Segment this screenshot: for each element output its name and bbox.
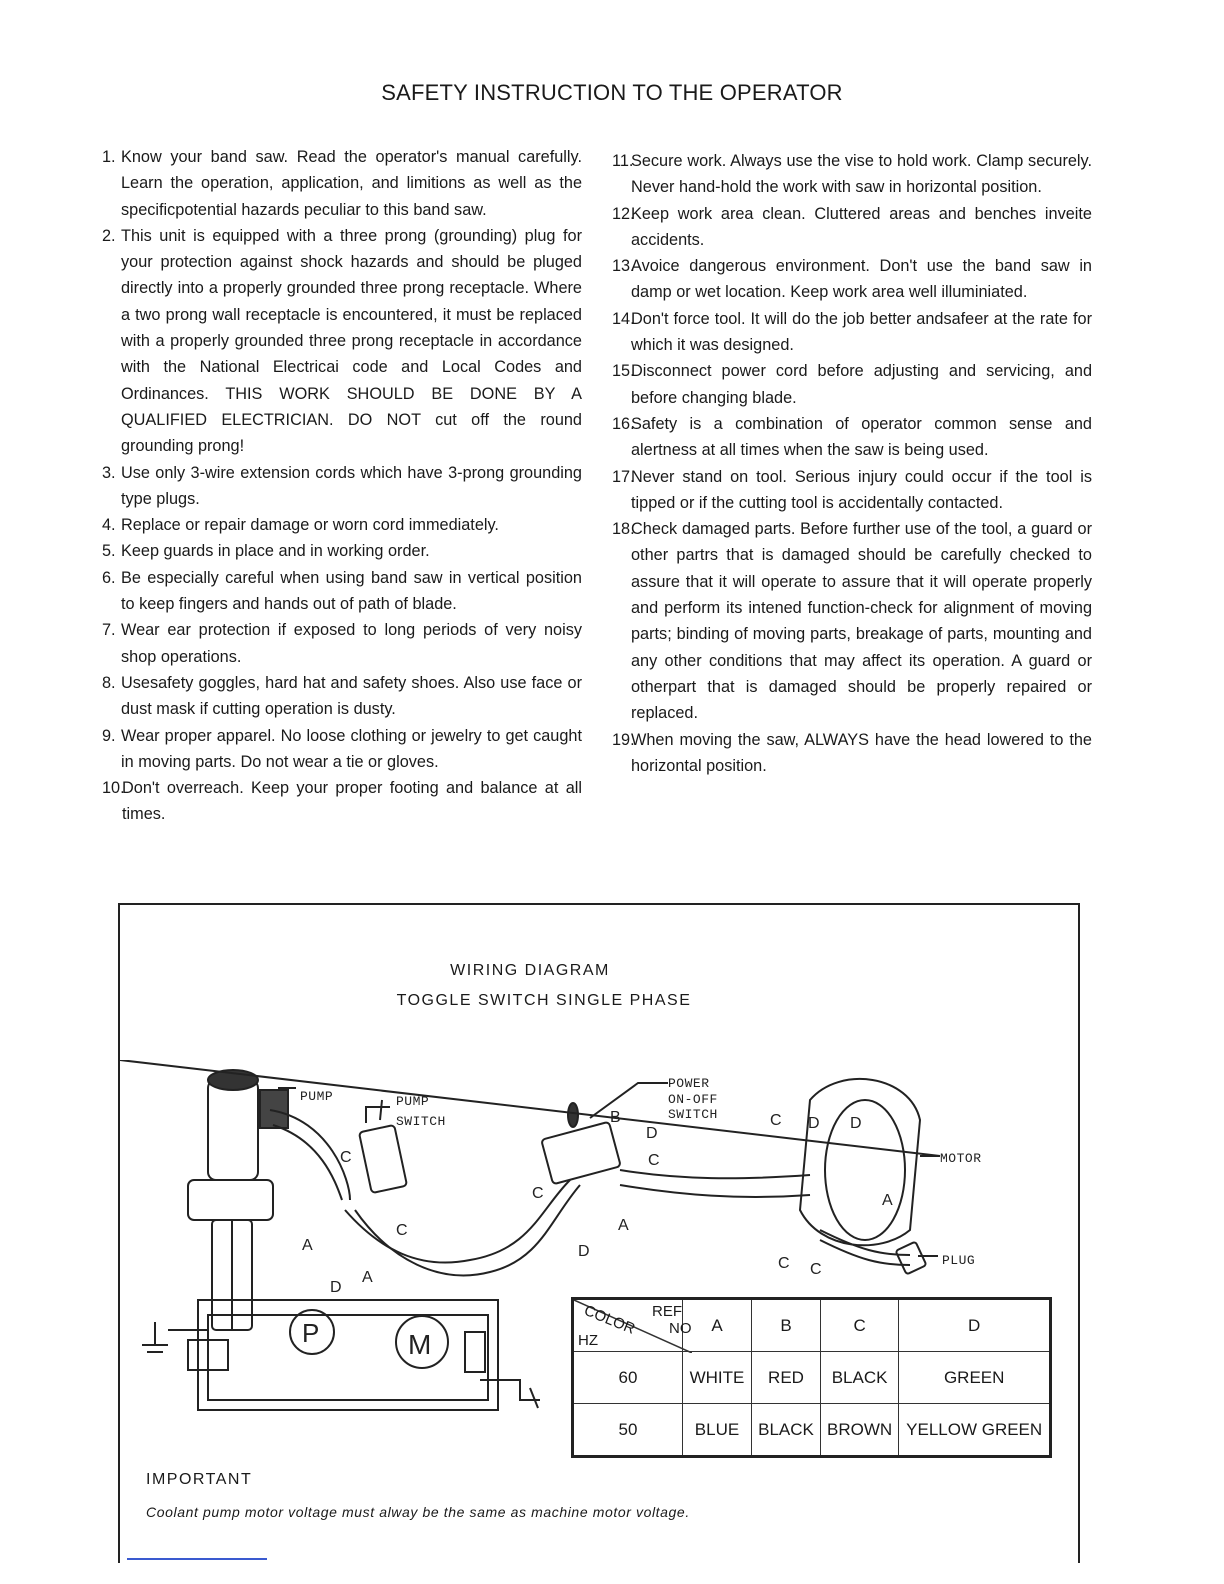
motor-symbol: M <box>408 1329 432 1360</box>
pump-symbol: P <box>302 1318 320 1348</box>
list-item: 14. Don't force tool. It will do the job better andsafeer at the rate for which it was designed. <box>612 309 1092 355</box>
pump-label: PUMP <box>300 1089 334 1104</box>
pump-switch-label: SWITCH <box>396 1114 446 1129</box>
table-header-corner <box>573 1299 692 1352</box>
page-title: SAFETY INSTRUCTION TO THE OPERATOR <box>381 80 843 105</box>
wire-letter: C <box>810 1261 822 1278</box>
header-ref: REF <box>652 1303 682 1320</box>
power-switch-label: SWITCH <box>668 1107 718 1122</box>
wire-letter: C <box>532 1185 544 1202</box>
table-col-header: A <box>683 1299 752 1352</box>
table-col-header: B <box>752 1299 821 1352</box>
wire-letter: C <box>396 1222 408 1239</box>
header-color: COLOR <box>581 1302 638 1338</box>
list-item: 15. Disconnect power cord before adjusting and servicing, and before changing blade. <box>612 362 1092 407</box>
table-row <box>573 1404 1051 1457</box>
list-item: 11. Secure work. Always use the vise to hold work. Clamp securely. Never hand-hold the work with saw in horizontal position. <box>612 152 1092 197</box>
important-heading: IMPORTANT <box>146 1471 253 1488</box>
list-item: 13. Avoice dangerous environment. Don't use the band saw in damp or wet location. Keep work area well illuminiated. <box>612 257 1092 302</box>
list-item: 3. Use only 3-wire extension cords which have 3-prong grounding type plugs. <box>102 463 582 508</box>
wire-letter: C <box>648 1152 660 1169</box>
table-cell: RED <box>752 1352 821 1404</box>
diagram-title: WIRING DIAGRAM <box>450 962 610 979</box>
wire-letter: A <box>302 1237 313 1254</box>
pump-illustration <box>188 1070 288 1330</box>
list-item: 12. Keep work area clean. Cluttered areas and benches inveite accidents. <box>612 204 1092 249</box>
list-item: 8. Usesafety goggles, hard hat and safety shoes. Also use face or dust mask if cutting operation is dusty. <box>102 673 582 719</box>
power-switch-label: ON-OFF <box>668 1092 718 1107</box>
motor-illustration <box>800 1079 920 1245</box>
table-cell: YELLOW GREEN <box>899 1404 1051 1457</box>
table-col-header: C <box>821 1299 899 1352</box>
list-item: 18. Check damaged parts. Before further use of the tool, a guard or other partrs that is damaged should be carefully checked to assure that it will operate to assure that it will operate properly and perform its intened function-check for alignment of moving parts; binding of moving parts, breakage of parts, mounting and any other conditions that may affect its operation. A guard or otherpart that is damaged should be properly repaired or replaced. <box>612 520 1092 723</box>
safety-list-left <box>102 144 582 828</box>
wire-letter: B <box>610 1109 621 1126</box>
wire-letter: D <box>330 1279 342 1296</box>
table-col-header: D <box>899 1299 1051 1352</box>
list-item: 17. Never stand on tool. Serious injury could occur if the tool is tipped or if the cutting tool is accidentally contacted. <box>612 467 1092 512</box>
wire-color-table <box>571 1297 1052 1458</box>
list-item: 10. Don't overreach. Keep your proper footing and balance at all times. <box>102 779 582 824</box>
table-cell: BLUE <box>683 1404 752 1457</box>
list-item: 5. Keep guards in place and in working order. <box>102 542 430 561</box>
wire-letter: A <box>618 1217 629 1234</box>
table-cell: BROWN <box>821 1404 899 1457</box>
table-row <box>573 1352 1051 1404</box>
wire-letter: D <box>808 1115 820 1132</box>
list-item: 2. This unit is equipped with a three prong (grounding) plug for your protection against shock hazards and should be pluged directly into a properly grounded three prong receptacle. Where a two prong wall receptacle is encountered, it must be replaced with a properly grounded three prong receptacle in accordance with the National Electricai code and Local Codes and Ordinances. THIS WORK SHOULD BE DONE BY A QUALIFIED ELECTRICIAN. DO NOT cut off the round grounding prong! <box>102 226 582 456</box>
table-cell: BLACK <box>821 1352 899 1404</box>
motor-label: MOTOR <box>940 1151 982 1166</box>
list-item: 9. Wear proper apparel. No loose clothing or jewelry to get caught in moving parts. Do not wear a tie or gloves. <box>102 726 582 771</box>
wire-letter: C <box>778 1255 790 1272</box>
list-item: 1. Know your band saw. Read the operator's manual carefully. Learn the operation, application, and limitions as well as the specificpotential hazards peculiar to this band saw. <box>102 148 582 219</box>
plug-label: PLUG <box>942 1253 976 1268</box>
pump-switch-label: PUMP <box>396 1094 430 1109</box>
list-item: 16. Safety is a combination of operator common sense and alertness at all times when the saw is being used. <box>612 414 1092 460</box>
table-cell: WHITE <box>683 1352 752 1404</box>
table-cell-hz: 60 <box>573 1352 683 1404</box>
list-item: 7. Wear ear protection if exposed to long periods of very noisy shop operations. <box>102 621 582 666</box>
table-cell: GREEN <box>899 1352 1051 1404</box>
footer-divider <box>127 1558 267 1560</box>
header-no: NO <box>669 1320 692 1337</box>
wire-letter: A <box>882 1192 893 1209</box>
table-cell-hz: 50 <box>573 1404 683 1457</box>
table-cell: BLACK <box>752 1404 821 1457</box>
header-hz: HZ <box>578 1332 598 1349</box>
wire-letter: C <box>340 1149 352 1166</box>
wire-letter: D <box>646 1125 658 1142</box>
safety-list-right <box>612 148 1092 779</box>
power-switch-label: POWER <box>668 1076 710 1091</box>
list-item: 19. When moving the saw, ALWAYS have the head lowered to the horizontal position. <box>612 730 1092 775</box>
list-item: 4. Replace or repair damage or worn cord immediately. <box>102 516 499 535</box>
list-item: 6. Be especially careful when using band saw in vertical position to keep fingers and hands out of path of blade. <box>102 568 582 614</box>
important-note: Coolant pump motor voltage must alway be the same as machine motor voltage. <box>146 1504 690 1520</box>
schematic <box>142 1300 540 1410</box>
power-switch-illustration <box>541 1103 621 1184</box>
wire-letter: D <box>578 1243 590 1260</box>
wire-letter: A <box>362 1269 373 1286</box>
diagram-subtitle: TOGGLE SWITCH SINGLE PHASE <box>396 992 692 1009</box>
wire-letter: D <box>850 1115 862 1132</box>
wire-letter: C <box>770 1112 782 1129</box>
